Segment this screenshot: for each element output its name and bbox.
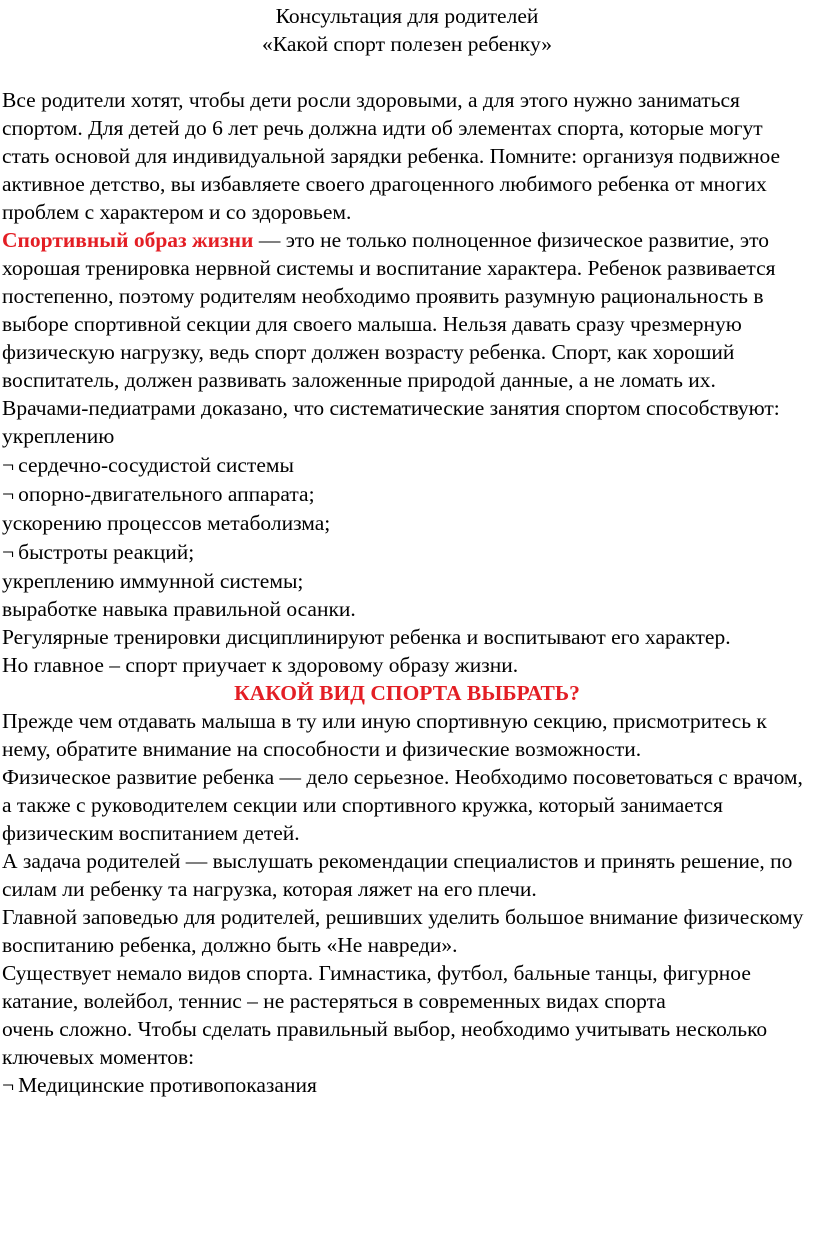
- section-paragraph: Физическое развитие ребенка — дело серьезное. Необходимо посоветоваться с врачом, а также с руководителем секции или спортивного кружка, который занимается физическим воспитанием детей.: [2, 765, 803, 845]
- list-item: [2, 451, 812, 479]
- bullet-icon: ¬: [2, 1073, 15, 1097]
- list-item: [2, 1071, 812, 1099]
- main-point-paragraph: Но главное – спорт приучает к здоровому образу жизни.: [2, 653, 519, 677]
- section-heading: КАКОЙ ВИД СПОРТА ВЫБРАТЬ?: [234, 681, 580, 705]
- bullet-icon: ¬: [2, 453, 15, 477]
- document-header: [2, 0, 812, 58]
- list-item-text: сердечно-сосудистой системы: [18, 453, 294, 477]
- header-line-2: «Какой спорт полезен ребенку»: [262, 32, 552, 56]
- section-paragraph: Существует немало видов спорта. Гимнастика, футбол, бальные танцы, фигурное катание, волейбол, теннис – не растеряться в современных видах спорта: [2, 961, 751, 1013]
- lifestyle-term: Спортивный образ жизни: [2, 228, 254, 252]
- section-paragraph: Прежде чем отдавать малыша в ту или иную спортивную секцию, присмотритесь к нему, обратите внимание на способности и физические возможности.: [2, 709, 767, 761]
- list-item: [2, 509, 812, 537]
- section-paragraph: очень сложно. Чтобы сделать правильный выбор, необходимо учитывать несколько ключевых моментов:: [2, 1017, 768, 1069]
- list-item: [2, 595, 812, 623]
- list-item-text: укреплению иммунной системы;: [2, 569, 304, 593]
- list-item: [2, 538, 812, 566]
- doctors-paragraph: Врачами-педиатрами доказано, что систематические занятия спортом способствуют: укреплению: [2, 396, 780, 448]
- benefits-list: [2, 451, 812, 623]
- header-line-1: Консультация для родителей: [275, 4, 539, 28]
- list-item: [2, 480, 812, 508]
- header-spacer: [2, 58, 812, 86]
- list-item-text: ускорению процессов метаболизма;: [2, 511, 331, 535]
- section-paragraph: А задача родителей — выслушать рекомендации специалистов и принять решение, по силам ли ребенку та нагрузка, которая ляжет на его плечи.: [2, 849, 793, 901]
- lifestyle-text: — это не только полноценное физическое развитие, это хорошая тренировка нервной системы и воспитание характера. Ребенок развивается постепенно, поэтому родителям необходимо проявить разумную рациональность в выборе спортивной секции для своего малыша. Нельзя давать сразу чрезмерную физическую нагрузку, ведь спорт должен возрасту ребенка. Спорт, как хороший воспитатель, должен развивать заложенные природой данные, а не ломать их.: [2, 228, 776, 392]
- list-item-text: опорно-двигательного аппарата;: [18, 482, 315, 506]
- section-paragraph: Главной заповедью для родителей, решивших уделить большое внимание физическому воспитанию ребенка, должно быть «Не навреди».: [2, 905, 804, 957]
- regular-paragraph: Регулярные тренировки дисциплинируют ребенка и воспитывают его характер.: [2, 625, 731, 649]
- list-item-text: Медицинские противопоказания: [18, 1073, 317, 1097]
- list-item: [2, 567, 812, 595]
- list-item-text: быстроты реакций;: [18, 540, 195, 564]
- bullet-icon: ¬: [2, 540, 15, 564]
- lifestyle-paragraph: [2, 226, 812, 394]
- list-item-text: выработке навыка правильной осанки.: [2, 597, 356, 621]
- bullet-icon: ¬: [2, 482, 15, 506]
- intro-paragraph: Все родители хотят, чтобы дети росли здоровыми, а для этого нужно заниматься спортом. Для детей до 6 лет речь должна идти об элементах спорта, которые могут стать основой для индивидуальной зарядки ребенка. Помните: организуя подвижное активное детство, вы избавляете своего драгоценного любимого ребенка от многих проблем с характером и со здоровьем.: [2, 88, 780, 224]
